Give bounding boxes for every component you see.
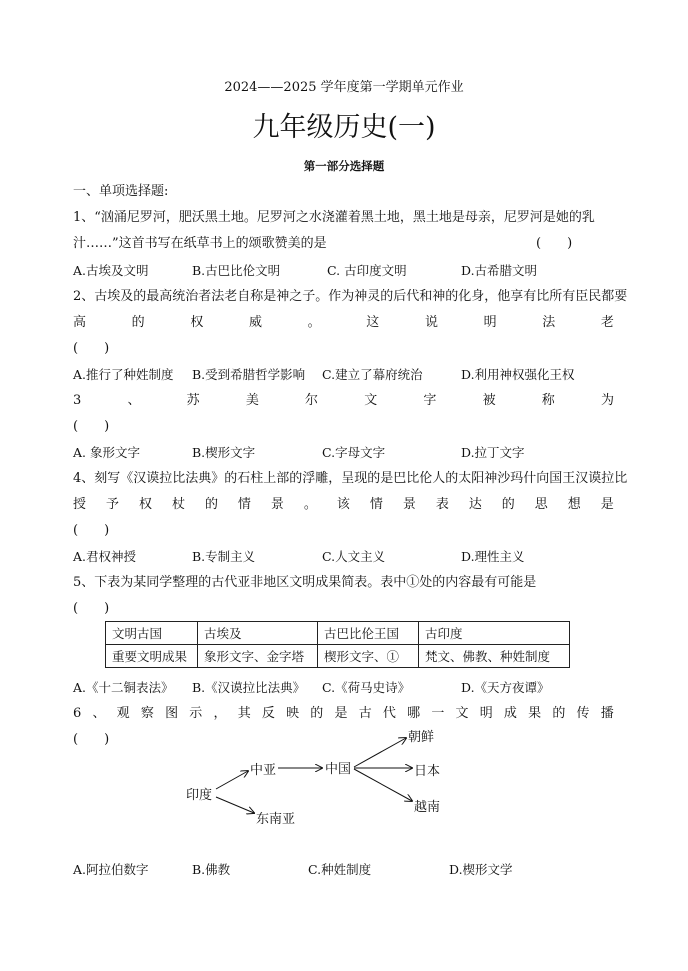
q4-option-d: D.理性主义 bbox=[461, 549, 525, 564]
node-korea: 朝鲜 bbox=[408, 730, 435, 745]
q1-option-c: C. 古印度文明 bbox=[327, 263, 407, 278]
arrow-china-to-korea bbox=[354, 738, 406, 767]
spread-diagram bbox=[180, 725, 470, 830]
table-cell: 楔形文字、① bbox=[318, 645, 419, 668]
table-cell: 古埃及 bbox=[198, 622, 318, 645]
q6-option-b: B.佛教 bbox=[192, 862, 231, 877]
node-vietnam: 越南 bbox=[414, 800, 441, 815]
civilization-table bbox=[105, 621, 570, 668]
q2-text-line1: 2、古埃及的最高统治者法老自称是神之子。作为神灵的后代和神的化身，他享有比所有臣民都要 bbox=[73, 289, 628, 304]
q1-text-line2: 汁……”这首书写在纸草书上的颂歌赞美的是 bbox=[73, 236, 327, 251]
node-central-asia: 中亚 bbox=[250, 763, 277, 778]
arrow-china-to-vietnam bbox=[354, 769, 412, 801]
node-india: 印度 bbox=[186, 788, 213, 803]
q5-option-b: B.《汉谟拉比法典》 bbox=[192, 680, 306, 695]
q3-option-d: D.拉丁文字 bbox=[461, 445, 525, 460]
q3-option-a: A. 象形文字 bbox=[73, 445, 140, 460]
q2-option-a: A.推行了种姓制度 bbox=[73, 367, 174, 382]
q1-text-line1: 1、“汹涌尼罗河，肥沃黑土地。尼罗河之水浇灌着黑土地，黑土地是母亲，尼罗河是她的乳 bbox=[73, 210, 595, 225]
q5-option-c: C.《荷马史诗》 bbox=[322, 680, 411, 695]
q1-answer-paren: ( ) bbox=[536, 236, 573, 251]
table-row bbox=[106, 622, 570, 645]
q4-text-line1: 4、刻写《汉谟拉比法典》的石柱上部的浮雕，呈现的是巴比伦人的太阳神沙玛什向国王汉谟拉比 bbox=[73, 471, 628, 486]
q2-text-line2: 高 的 权 威 。 这 说 明 法 老 bbox=[73, 315, 614, 330]
q4-answer-paren: ( ) bbox=[73, 523, 110, 538]
exam-title: 九年级历史(一) bbox=[252, 112, 436, 143]
q4-option-c: C.人文主义 bbox=[322, 549, 386, 564]
q3-option-b: B.楔形文字 bbox=[192, 445, 256, 460]
q3-text-line1: 3 、 苏 美 尔 文 字 被 称 为 bbox=[73, 393, 614, 408]
q3-answer-paren: ( ) bbox=[73, 419, 110, 434]
table-cell: 文明古国 bbox=[106, 622, 198, 645]
table-cell: 古巴比伦王国 bbox=[318, 622, 419, 645]
node-southeast-asia: 东南亚 bbox=[256, 812, 296, 827]
q1-option-b: B.古巴比伦文明 bbox=[192, 263, 281, 278]
table-cell: 梵文、佛教、种姓制度 bbox=[419, 645, 570, 668]
q4-option-b: B.专制主义 bbox=[192, 549, 256, 564]
q2-option-d: D.利用神权强化王权 bbox=[461, 367, 575, 382]
arrow-india-to-central-asia bbox=[216, 771, 248, 789]
q6-answer-paren: ( ) bbox=[73, 732, 110, 747]
arrow-india-to-southeast-asia bbox=[216, 797, 254, 813]
q2-answer-paren: ( ) bbox=[73, 341, 110, 356]
q5-text-line1: 5、下表为某同学整理的古代亚非地区文明成果简表。表中①处的内容最有可能是 bbox=[73, 575, 537, 590]
table-cell: 象形文字、金字塔 bbox=[198, 645, 318, 668]
q3-option-c: C.字母文字 bbox=[322, 445, 386, 460]
q5-answer-paren: ( ) bbox=[73, 601, 110, 616]
table-row bbox=[106, 645, 570, 668]
q6-option-a: A.阿拉伯数字 bbox=[73, 862, 149, 877]
q6-option-c: C.种姓制度 bbox=[308, 862, 372, 877]
q4-text-line2: 授 予 权 杖 的 情 景 。 该 情 景 表 达 的 思 想 是 bbox=[73, 497, 614, 512]
q1-option-a: A.古埃及文明 bbox=[73, 263, 149, 278]
q5-option-a: A.《十二铜表法》 bbox=[73, 680, 174, 695]
table-cell: 重要文明成果 bbox=[106, 645, 198, 668]
table-cell: 古印度 bbox=[419, 622, 570, 645]
q6-text-line1: 6 、 观 察 图 示 ， 其 反 映 的 是 古 代 哪 一 文 明 成 果 的 传 播 bbox=[73, 706, 614, 721]
part-heading: 第一部分选择题 bbox=[303, 159, 385, 173]
node-japan: 日本 bbox=[414, 764, 441, 779]
q1-option-d: D.古希腊文明 bbox=[461, 263, 538, 278]
q4-option-a: A.君权神授 bbox=[73, 549, 137, 564]
section-heading: 一、单项选择题: bbox=[73, 184, 169, 199]
q5-option-d: D.《天方夜谭》 bbox=[461, 680, 550, 695]
node-china: 中国 bbox=[325, 762, 352, 777]
q2-option-b: B.受到希腊哲学影响 bbox=[192, 367, 306, 382]
q6-option-d: D.楔形文学 bbox=[449, 862, 513, 877]
q2-option-c: C.建立了幕府统治 bbox=[322, 367, 423, 382]
exam-subtitle: 2024——2025 学年度第一学期单元作业 bbox=[224, 80, 464, 95]
